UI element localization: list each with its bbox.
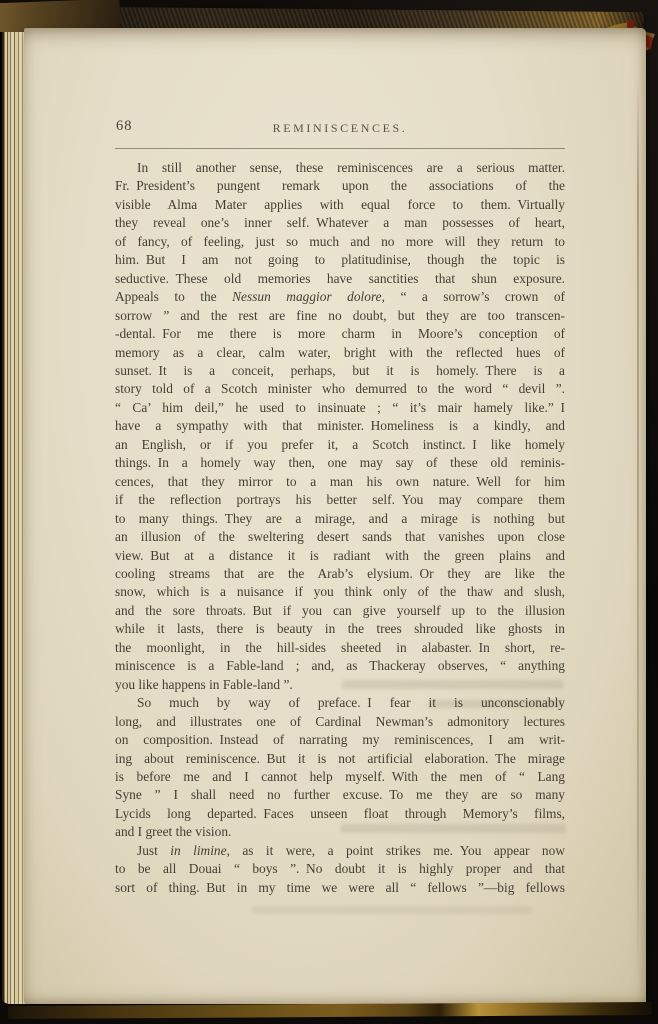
page-stack-left-edges (0, 32, 27, 1004)
damaged-cover-red-fragment-small (627, 20, 634, 28)
text-line (115, 399, 565, 417)
text-segment: they reveal one’s inner self. Whatever a man possesses of heart, (115, 215, 565, 231)
text-segment: Appeals to the (115, 289, 233, 305)
text-line (115, 196, 565, 214)
text-segment: things. In a homely way then, one may say of these old reminis- (115, 455, 565, 471)
text-segment: ing about reminiscence. But it is not artificial elaboration. The mirage (115, 750, 565, 766)
text-line (115, 417, 565, 435)
text-segment: Syne ” I shall need no further excuse. To me they are so many (115, 787, 565, 803)
text-line (115, 860, 565, 878)
text-line (115, 786, 565, 804)
text-line (115, 288, 565, 306)
text-segment: Just (137, 842, 171, 858)
text-segment: sunset. It is a conceit, perhaps, but it is homely. There is a (115, 362, 565, 378)
text-line (115, 583, 565, 601)
page-crease (637, 83, 639, 973)
text-line (115, 676, 565, 694)
text-segment: and I greet the vision. (115, 824, 232, 840)
text-line (115, 620, 565, 638)
text-segment: is before me and I cannot help myself. With the men of “ Lang (115, 768, 565, 784)
text-line (115, 344, 565, 362)
text-segment: miniscence is a Fable-land ; and, as Thackeray observes, “ anything (115, 658, 565, 674)
printed-content (115, 118, 565, 897)
paragraph (115, 842, 565, 897)
text-segment: and the sore throats. But if you can give yourself up to the illusion (115, 602, 565, 618)
text-segment: to many things. They are a mirage, and a mirage is nothing but (115, 510, 565, 526)
text-line (115, 879, 565, 897)
paragraph (115, 159, 565, 694)
italic-text-segment: Nessun maggior dolore (232, 289, 382, 305)
text-line (115, 251, 565, 269)
text-segment: cooling streams that are the Arab’s elysium. Or they are like the (115, 565, 565, 581)
text-segment: visible Alma Mater applies with equal force to them. Virtually (115, 196, 565, 212)
page-body (115, 159, 565, 897)
text-segment: “ Ca’ him deil,” he used to insinuate ; “ it’s mair hamely like.” I (115, 399, 565, 415)
text-segment: an illusion of the sweltering desert sands that vanishes upon close (115, 529, 565, 545)
text-segment: , “ a sorrow’s crown of (381, 289, 565, 305)
text-segment: cences, that they mirror to a man his own nature. Well for him (115, 473, 565, 489)
italic-text-segment: in limine (170, 842, 227, 858)
text-line (115, 639, 565, 657)
text-line (115, 454, 565, 472)
text-line (115, 233, 565, 251)
text-line (115, 547, 565, 565)
text-segment: on composition. Instead of narrating my reminiscences, I am writ- (115, 732, 565, 748)
text-segment: you like happens in Fable-land ”. (115, 676, 293, 692)
text-line (115, 565, 565, 583)
text-segment: view. But at a distance it is radiant with the green plains and (115, 547, 565, 563)
text-line (115, 528, 565, 546)
text-segment: Lycids long departed. Faces unseen float through Memory’s films, (115, 805, 565, 821)
show-through-smudge (252, 906, 532, 914)
text-line (115, 713, 565, 731)
text-line (115, 805, 565, 823)
text-segment: to be all Douai “ boys ”. No doubt it is highly proper and that (115, 861, 565, 877)
running-head-title: REMINISCENCES. (272, 121, 408, 135)
text-line (115, 177, 565, 195)
text-line (115, 510, 565, 528)
book-bottom-binding-edge (8, 1002, 652, 1019)
text-segment: -dental. For me there is more charm in Moore’s conception of (115, 326, 565, 342)
text-segment: sort of thing. But in my time we were all “ fellows ”—big fellows (115, 879, 565, 895)
text-segment: In still another sense, these reminiscences are a serious matter. (137, 160, 565, 175)
book-page (24, 28, 646, 1004)
text-line (115, 436, 565, 454)
text-line (115, 380, 565, 398)
text-segment: have a sympathy with that minister. Homeliness is a kindly, and (115, 418, 565, 434)
text-line (115, 731, 565, 749)
text-line (115, 602, 565, 620)
text-segment: memory as a clear, calm water, bright with the reflected hues of (115, 344, 565, 360)
text-segment: seductive. These old memories have sanctities that shun exposure. (115, 270, 565, 286)
page-header (115, 118, 565, 139)
text-segment: long, and illustrates one of Cardinal Newman’s admonitory lectures (115, 713, 565, 729)
text-line (115, 768, 565, 786)
text-segment: So much by way of preface. I fear it is unconscionably (137, 695, 565, 711)
text-segment: while it lasts, there is beauty in the trees shrouded like ghosts in (115, 621, 565, 637)
text-segment: sorrow ” and the rest are fine no doubt, but they are too transcen- (115, 307, 565, 323)
text-line (115, 270, 565, 288)
text-segment: story told of a Scotch minister who demurred to the word “ devil ”. (115, 381, 565, 397)
text-segment: of fancy, of feeling, just so much and no more will they return to (115, 233, 565, 249)
text-segment: if the reflection portrays his better self. You may compare them (115, 492, 565, 508)
text-segment: , as it were, a point strikes me. You appear now (226, 842, 565, 858)
text-line (115, 694, 565, 712)
text-line (115, 750, 565, 768)
text-line (115, 823, 565, 841)
text-segment: him. But I am not going to platitudinise, though the topic is (115, 252, 565, 268)
paragraph (115, 694, 565, 842)
text-segment: the moonlight, in the hill-sides sheeted in alabaster. In short, re- (115, 639, 565, 655)
text-line (115, 657, 565, 675)
text-line (115, 307, 565, 325)
text-line (115, 491, 565, 509)
header-rule (115, 148, 565, 149)
page-number: 68 (116, 118, 133, 134)
text-line (115, 362, 565, 380)
text-line (115, 473, 565, 491)
text-segment: an English, or if you prefer it, a Scotch instinct. I like homely (115, 436, 565, 452)
text-line (115, 159, 565, 177)
text-segment: snow, which is a nuisance if you think only of the thaw and slush, (115, 584, 565, 600)
text-line (115, 325, 565, 343)
text-segment: Fr. President’s pungent remark upon the associations of the (115, 178, 565, 194)
text-line (115, 842, 565, 860)
text-line (115, 214, 565, 232)
